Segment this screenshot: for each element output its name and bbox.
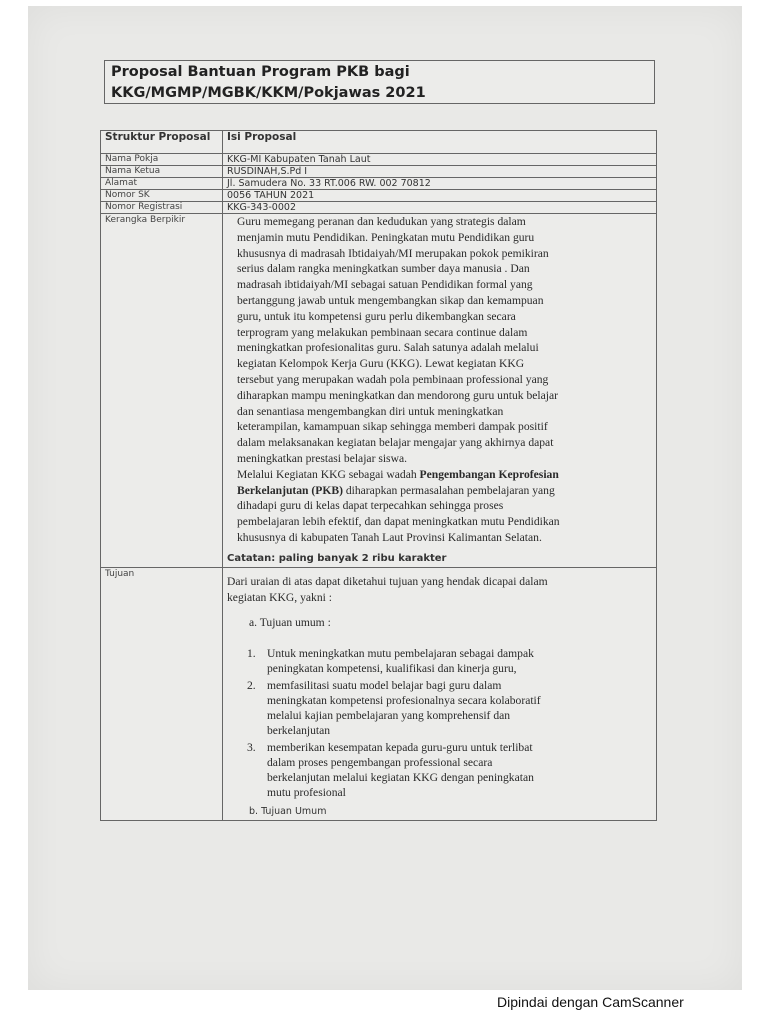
row-value: KKG-343-0002	[223, 202, 657, 214]
kerangka-line: bertanggung jawab untuk mengembangkan sikap dan kemampuan	[237, 293, 544, 307]
tujuan-label: Tujuan	[101, 567, 223, 821]
item-line: memberikan kesempatan kepada guru-guru untuk terlibat	[267, 741, 533, 755]
kerangka-line: diharapkan mampu meningkatkan dan mendorong guru untuk belajar	[237, 388, 558, 402]
kerangka-row	[101, 214, 657, 568]
row-label: Nama Ketua	[101, 166, 223, 178]
item-line: berkelanjutan	[267, 724, 331, 738]
kerangka-line: khususnya di kabupaten Tanah Laut Provinsi Kalimantan Selatan.	[237, 530, 542, 544]
item-number: 3.	[247, 741, 256, 755]
kerangka-line: Guru memegang peranan dan kedudukan yang strategis dalam	[237, 215, 526, 228]
header-struktur: Struktur Proposal	[101, 131, 223, 154]
title-line-2: KKG/MGMP/MGBK/KKM/Pokjawas 2021	[111, 85, 426, 101]
row-label: Alamat	[101, 178, 223, 190]
header-isi: Isi Proposal	[223, 131, 657, 154]
p2-after-bold: diharapkan permasalahan pembelajaran yang	[342, 483, 555, 497]
kerangka-p2-line	[227, 483, 652, 499]
kerangka-line: pembelajaran lebih efektif, dan dapat meningkatkan mutu Pendidikan	[237, 515, 560, 529]
kerangka-line: dalam melaksanakan kegiatan belajar mengajar yang akhirnya dapat	[237, 436, 554, 450]
kerangka-line: madrasah ibtidaiyah/MI sebagai satuan Pendidikan formal yang	[237, 278, 533, 292]
table-header-row	[101, 131, 657, 154]
kerangka-line: kegiatan Kelompok Kerja Guru (KKG). Lewat kegiatan KKG	[237, 357, 525, 371]
tujuan-content	[223, 567, 657, 821]
sub-heading-b: b. Tujuan Umum	[249, 806, 327, 818]
kerangka-line: meningkatkan profesionalitas guru. Salah satunya adalah melalui	[237, 341, 539, 355]
item-line: berkelanjutan melalui kegiatan KKG dengan peningkatan	[267, 771, 534, 785]
item-line: memfasilitasi suatu model belajar bagi guru dalam	[267, 679, 502, 693]
kerangka-line: keterampilan, kamampuan sikap sehingga memberi dampak positif	[237, 420, 548, 434]
item-line: Untuk meningkatkan mutu pembelajaran sebagai dampak	[267, 647, 534, 661]
list-item	[227, 740, 652, 800]
item-line: peningkatan kompetensi, kualifikasi dan kinerja guru,	[267, 662, 517, 676]
tujuan-intro	[227, 574, 652, 606]
kerangka-line: tersebut yang merupakan wadah pola pembinaan professional yang	[237, 372, 549, 386]
row-value: Jl. Samudera No. 33 RT.006 RW. 002 70812	[223, 178, 657, 190]
intro-line: Dari uraian di atas dapat diketahui tujuan yang hendak dicapai dalam	[227, 574, 548, 588]
character-limit-note: Catatan: paling banyak 2 ribu karakter	[227, 552, 447, 564]
table-row	[101, 202, 657, 214]
scanner-watermark: Dipindai dengan CamScanner	[497, 994, 684, 1010]
kerangka-line: khususnya di madrasah Ibtidaiyah/MI merupakan pokok pemikiran	[237, 246, 549, 260]
row-value: KKG-MI Kabupaten Tanah Laut	[223, 154, 657, 166]
item-number: 2.	[247, 679, 256, 693]
kerangka-content	[223, 214, 657, 568]
tujuan-list	[227, 646, 652, 800]
row-label: Nomor SK	[101, 190, 223, 202]
kerangka-line: terprogram yang melakukan pembinaan secara continue dalam	[237, 325, 528, 339]
kerangka-label: Kerangka Berpikir	[101, 214, 223, 568]
table-row	[101, 190, 657, 202]
tujuan-row	[101, 567, 657, 821]
sub-heading-a: a. Tujuan umum :	[249, 615, 331, 629]
kerangka-line: menjamin mutu Pendidikan. Peningkatan mutu Pendidikan guru	[237, 230, 535, 244]
item-line: mutu profesional	[267, 786, 346, 800]
kerangka-line: guru, untuk itu kompetensi guru perlu dikembangkan secara	[237, 309, 516, 323]
p2-bold-berkelanjutan: Berkelanjutan (PKB)	[237, 483, 343, 497]
row-value: 0056 TAHUN 2021	[223, 190, 657, 202]
kerangka-line: dihadapi guru di kelas dapat terpecahkan sehingga proses	[237, 499, 504, 513]
item-line: dalam proses pengembangan professional secara	[267, 756, 493, 770]
row-label: Nomor Registrasi	[101, 202, 223, 214]
table-row	[101, 178, 657, 190]
intro-line: kegiatan KKG, yakni :	[227, 590, 332, 604]
document-title	[104, 60, 655, 104]
list-item	[227, 646, 652, 676]
kerangka-line: meningkatkan prestasi belajar siswa.	[237, 451, 407, 465]
item-line: meningkatan kompetensi profesionalnya secara kolaboratif	[267, 694, 541, 708]
proposal-table	[100, 130, 657, 821]
kerangka-line: serius dalam rangka meningkatkan sumber daya manusia . Dan	[237, 262, 530, 276]
kerangka-p2-line	[227, 467, 652, 483]
kerangka-line: dan senantiasa mengembangkan diri untuk meningkatkan	[237, 404, 504, 418]
item-line: melalui kajian pembelajaran yang komprehensif dan	[267, 709, 511, 723]
row-value: RUSDINAH,S.Pd I	[223, 166, 657, 178]
table-row	[101, 166, 657, 178]
p2-bold-pkb: Pengembangan Keprofesian	[419, 467, 559, 481]
row-label: Nama Pokja	[101, 154, 223, 166]
item-number: 1.	[247, 647, 256, 661]
p2-start: Melalui Kegiatan KKG sebagai wadah	[237, 467, 420, 481]
title-line-1: Proposal Bantuan Program PKB bagi	[111, 64, 410, 80]
list-item	[227, 678, 652, 738]
table-row	[101, 154, 657, 166]
